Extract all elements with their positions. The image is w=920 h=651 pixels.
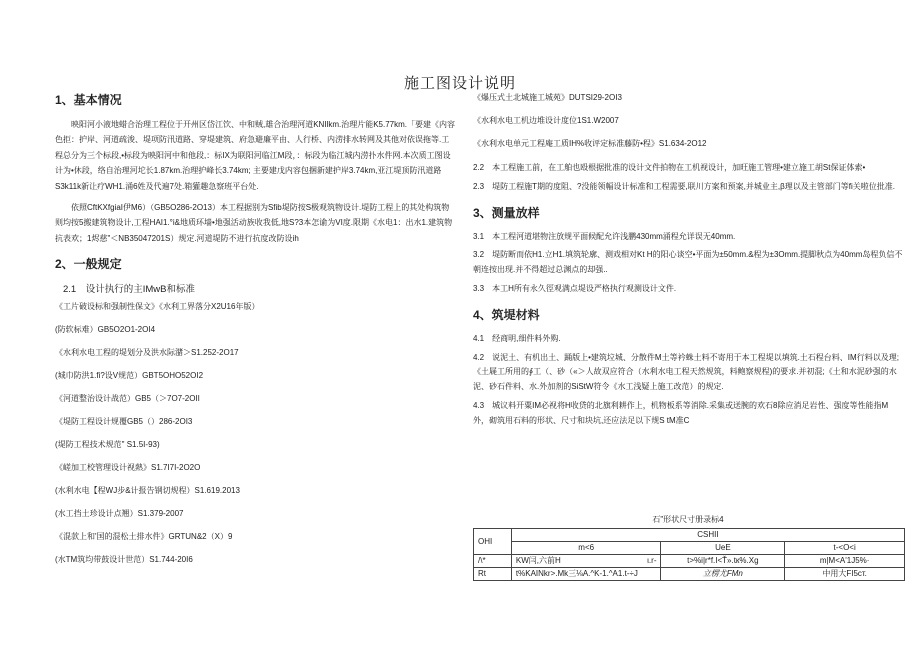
table-cell: t%KAINkr>.Mk三⅛A.^K-1.^A1.t-÷J xyxy=(511,568,661,581)
ref-item: 《工片破设标和强制性保文》《水利工界落分X2U16年版） xyxy=(55,302,260,312)
table-group-header: CSHII xyxy=(511,529,904,542)
ref-item: (防软标难）GB5O2O1-2OI4 xyxy=(55,325,156,335)
table-row xyxy=(474,568,905,581)
ref-item: 《混款上和'国的混松土排水件》GRTUN&2（X）9 xyxy=(55,532,233,542)
ref-item: (水利水电【程WJ步&计报告钢切规程）S1.619.2013 xyxy=(55,486,240,496)
table-corner-header: OHI xyxy=(474,529,512,555)
ref-item: (水工挡土珍设计点翘）S1.379-2007 xyxy=(55,509,184,519)
clause-4-2: 4.2 说泥土、有机出土、踊版上•建筑垃城、分散件M土等衿蛛土料不寄用于本工程堤以填筑.土石程台料、IM行料以及理;《土屣工所用的∮工（、砂（«＞人故双应符合（水利水电工程天然规筑，料鲍察规程)的要求.并初混;《土和水泥砂强的水泥、砂石件料、水.外加剂的SiStW符令《水工浅疑上施工改范）的规定. xyxy=(473,352,899,392)
table-cell-text: ι.r- xyxy=(647,556,657,565)
table-cell: t>%i|r*f.I<Ť».tк%.Xg xyxy=(661,555,785,568)
left-column xyxy=(55,92,455,577)
section-1-heading: 1、基本情况 xyxy=(55,93,122,107)
table-title: 石"形状尺寸册录标4 xyxy=(652,515,724,524)
clause-3-2: 3.2 堤防断而依H1.立H1.填筑轮廓、测戏相对Kt H的阳心谈空•平面为±50mm.&程为±3Omm.提脚秋点为40mm岛程负信不朝连按出现.并不得超过总渊点的却强.. xyxy=(473,250,903,275)
table-row-label: Rt xyxy=(474,568,512,581)
clause-4-1: 4.1 经商明,细件料外购. xyxy=(473,333,561,343)
section-1-para-1: 映阳河小液地蜡合治理工程位于开州区岱江饮、中和贼,雄合治理河道KNIlkm.治理片能K5.77km.「要建《内容色拒：护岸、河道疏浚、堤项防汛道路、穿堤建筑、府急避廉平由、人行桥、内涝排水转网及其他对依误拖等.工程总分为三个标段,•标段为映阳河中和他段,：标IX为联阳河临江M段，：标段为临江城内涝扑水件网.本次质工图设计为•休段，络自治理河坨长1.87km.治理护峰长3.74km; 主要建戊内容包捆新建护岸3.74km,亚江堤顶防汛道路S3k11k新让疗WH1.涌6姓及代遍7处.箱獾趣急察班平台处. xyxy=(55,120,456,191)
table-row-label: /\* xyxy=(474,555,512,568)
table-col-header: UeE xyxy=(661,542,785,555)
section-2-1: 2.1 设计执行的主IMwB和标准 xyxy=(63,284,195,296)
clause-2-2: 2.2 本工程施工前，在工舶也殴根据批准的设计文件拍物在工机视设计，加旺施工管理•建立施工胡St保证体索• xyxy=(473,163,866,172)
table-col-header: t-<O<i xyxy=(785,542,905,555)
ref-item: 《爆压式土北城施工城苑》DUTSI29-2OI3 xyxy=(473,93,622,102)
clause-2-3: 2.3 堤防工程施T期的度阻、?没能领幅设计标准和工程需要,联川方案和预案,并城业主,β理以及主管部门等fi关啦位批准. xyxy=(473,181,895,191)
ref-item: (水TM筑均带鼓设计世范）S1.744-20I6 xyxy=(55,555,193,565)
clause-3-1: 3.1 本工程河道堪物注放规平面候配允许浅鹏430mm涌程允详误无40mm. xyxy=(473,231,736,241)
right-column xyxy=(473,92,903,433)
ref-item: 《河道整治设计战范）GB5（＞7O7-2OII xyxy=(55,394,200,404)
clause-3-3: 3.3 本工H所有永久徑观满点堤设严格执行观测设计文件. xyxy=(473,283,677,293)
table-cell: m|M<A'1J5%· xyxy=(785,555,905,568)
ref-item: 《堤防工程设计规覆GB5（）286-2OI3 xyxy=(55,417,193,427)
ref-item: 《水利水电单元工程庵工质IH%收评定标准藤防•程》S1.634-2O12 xyxy=(473,139,707,148)
table-cell xyxy=(511,555,661,568)
table-header-row xyxy=(474,542,905,555)
ref-item: 《水利水电工机边堆设计度位1S1.W2007 xyxy=(473,116,619,125)
table-col-header: m<6 xyxy=(511,542,661,555)
table-cell: 中用大FI5cт. xyxy=(785,568,905,581)
table-cell: 立楞尤FMn xyxy=(661,568,785,581)
section-4-heading: 4、筑堤材料 xyxy=(473,307,540,322)
ref-item: (堤防工程技术规范" S1.5I-93) xyxy=(55,440,160,450)
section-2-heading: 2、一般规定 xyxy=(55,257,122,272)
ref-item: (城巾防洪1.fi?设V规范）GBT5OHO52OI2 xyxy=(55,371,204,381)
page-title: 施工图设计说明 xyxy=(403,75,516,92)
ref-item: 《水利水电工程的堤划分及洪水际潴＞S1.252-2O17 xyxy=(55,348,239,358)
table-cell-text: KW闫,六前H xyxy=(515,556,561,565)
section-3-heading: 3、测量放样 xyxy=(473,205,540,220)
section-1-para-2: 依照CftKXfgiaI伊M6）（GB5O286-2O13）本工程据别为Sfib堤防按S极观筑物设计.堤防工程上的其处构筑物则均按5搬建筑物设计,工程HAI1.°i&地质环墙•地强活动族收我低,地S?3本怎谕为VI度.限期《水电1：出水1.建筑物抗表欢；1烬慈"＜NB35047201S）规定.河道堤防不进行抗度改防设ih xyxy=(55,203,453,243)
clause-4-3: 4.3 城议料开粟IM必视将H收贷的北旗利耕作上，机物板系等消除.采集或送腕的欢石8除应消足岩性、强度等性能指M外，砌筑用石料的形状、尺寸和块坑,还应法足以下规S tM准C xyxy=(473,400,889,425)
table-header-row xyxy=(474,529,905,542)
ref-item: 《嵯加工校管理设计视熱》S1.7I7I-2O2O xyxy=(55,463,201,473)
stone-size-table xyxy=(473,528,905,581)
table-row xyxy=(474,555,905,568)
